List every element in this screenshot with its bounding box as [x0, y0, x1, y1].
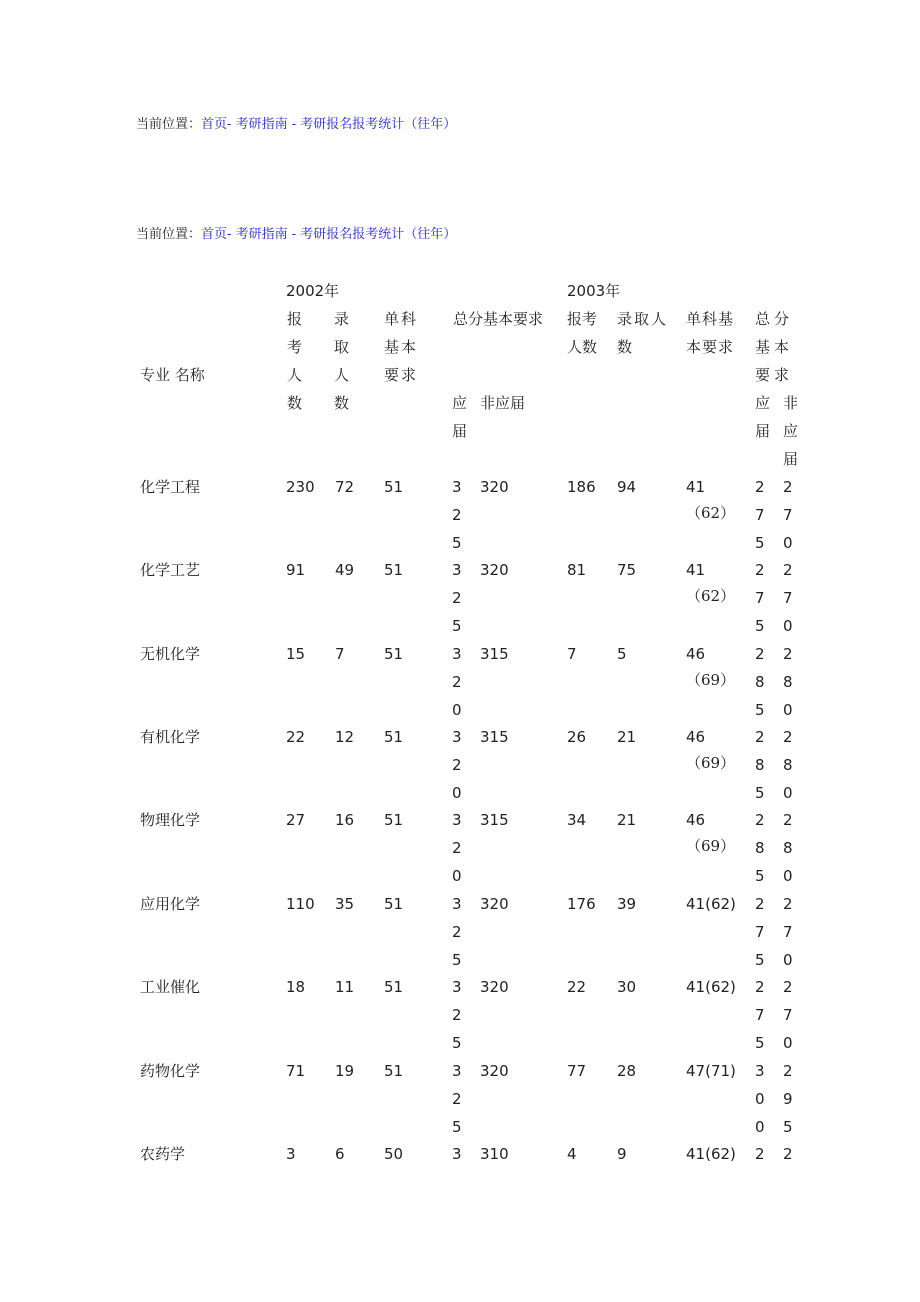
applicants-2002-cell: 71	[286, 1062, 306, 1080]
applicants-2003-cell: 34	[567, 811, 587, 829]
applicants-2003-cell: 186	[567, 478, 596, 496]
fresh-2003-cell: 275	[755, 561, 765, 635]
single-subject-2003-header: 单科基本要求	[686, 310, 735, 356]
fresh-2002-cell: 325	[452, 895, 462, 969]
applicants-2002-cell: 3	[286, 1145, 296, 1163]
single-subject-2003-cell: 41(62)	[686, 978, 736, 996]
fresh-2002-cell: 325	[452, 478, 462, 552]
non-fresh-2003-header: 非应届	[783, 394, 799, 468]
single-subject-2003-note: （69）	[686, 837, 736, 855]
applicants-2002-cell: 110	[286, 895, 315, 913]
non-fresh-2002-cell: 320	[480, 895, 509, 913]
single-subject-2002-cell: 51	[384, 1062, 404, 1080]
admitted-2003-cell: 30	[617, 978, 637, 996]
non-fresh-2003-cell: 280	[783, 645, 793, 719]
breadcrumb-current-link[interactable]: 考研报名报考统计（往年）	[300, 227, 457, 242]
breadcrumb-home-link[interactable]: 首页	[201, 117, 228, 132]
admitted-2002-cell: 6	[335, 1145, 345, 1163]
fresh-2002-cell: 320	[452, 645, 462, 719]
fresh-2003-cell: 285	[755, 811, 765, 885]
single-subject-2002-cell: 51	[384, 895, 404, 913]
admitted-2003-cell: 39	[617, 895, 637, 913]
fresh-2002-cell: 325	[452, 1062, 462, 1136]
non-fresh-2002-header: 非应届	[480, 394, 526, 412]
non-fresh-2003-cell: 2	[783, 1145, 793, 1163]
major-name-cell: 物理化学	[140, 811, 201, 829]
major-name-cell: 工业催化	[140, 978, 201, 996]
year-2002-header: 2002年	[286, 282, 340, 300]
major-name-cell: 农药学	[140, 1145, 186, 1163]
single-subject-2003-cell: 41(62)	[686, 895, 736, 913]
single-subject-2003-note: （69）	[686, 754, 736, 772]
admitted-2002-cell: 35	[335, 895, 355, 913]
admitted-2003-header: 录取人数	[617, 310, 669, 356]
fresh-2002-cell: 325	[452, 561, 462, 635]
major-name-cell: 化学工程	[140, 478, 201, 496]
single-subject-2002-cell: 51	[384, 728, 404, 746]
single-subject-2003-note: （69）	[686, 671, 736, 689]
breadcrumb-label: 当前位置：	[136, 117, 202, 132]
admitted-2003-cell: 75	[617, 561, 637, 579]
applicants-2003-cell: 4	[567, 1145, 577, 1163]
applicants-2002-header: 报考人数	[287, 310, 303, 412]
admitted-2003-cell: 21	[617, 728, 637, 746]
single-subject-2002-header: 单科基本要求	[384, 310, 419, 384]
admitted-2002-cell: 72	[335, 478, 355, 496]
applicants-2002-cell: 18	[286, 978, 306, 996]
single-subject-2002-cell: 51	[384, 478, 404, 496]
breadcrumb-home-link[interactable]: 首页	[201, 227, 228, 242]
applicants-2002-cell: 27	[286, 811, 306, 829]
major-name-cell: 无机化学	[140, 645, 201, 663]
fresh-2003-cell: 2	[755, 1145, 765, 1163]
applicants-2002-cell: 91	[286, 561, 306, 579]
applicants-2003-cell: 77	[567, 1062, 587, 1080]
admitted-2003-cell: 28	[617, 1062, 637, 1080]
admitted-2003-cell: 21	[617, 811, 637, 829]
non-fresh-2002-cell: 320	[480, 478, 509, 496]
breadcrumb	[136, 117, 456, 133]
single-subject-2003-note: （62）	[686, 587, 736, 605]
non-fresh-2002-cell: 315	[480, 811, 509, 829]
single-subject-2002-cell: 51	[384, 645, 404, 663]
applicants-2003-cell: 26	[567, 728, 587, 746]
single-subject-2003-cell: 41(62)	[686, 1145, 736, 1163]
non-fresh-2002-cell: 315	[480, 728, 509, 746]
single-subject-2002-cell: 51	[384, 561, 404, 579]
breadcrumb-label: 当前位置：	[136, 227, 202, 242]
non-fresh-2002-cell: 315	[480, 645, 509, 663]
non-fresh-2003-cell: 280	[783, 811, 793, 885]
applicants-2002-cell: 22	[286, 728, 306, 746]
single-subject-2002-cell: 51	[384, 811, 404, 829]
admitted-2003-cell: 5	[617, 645, 627, 663]
non-fresh-2003-cell: 270	[783, 561, 793, 635]
applicants-2003-header: 报考人数	[567, 310, 598, 356]
single-subject-2003-cell: 41	[686, 478, 706, 496]
admitted-2003-cell: 94	[617, 478, 637, 496]
fresh-2003-cell: 300	[755, 1062, 765, 1136]
non-fresh-2003-cell: 295	[783, 1062, 793, 1136]
single-subject-2003-cell: 46	[686, 728, 706, 746]
single-subject-2003-note: （62）	[686, 504, 736, 522]
non-fresh-2002-cell: 310	[480, 1145, 509, 1163]
applicants-2003-cell: 81	[567, 561, 587, 579]
major-name-header: 专业 名称	[140, 366, 205, 384]
applicants-2003-cell: 22	[567, 978, 587, 996]
fresh-2002-cell: 320	[452, 811, 462, 885]
admitted-2002-header: 录取人数	[334, 310, 354, 412]
non-fresh-2003-cell: 270	[783, 478, 793, 552]
major-name-cell: 化学工艺	[140, 561, 201, 579]
applicants-2003-cell: 7	[567, 645, 577, 663]
major-name-cell: 有机化学	[140, 728, 201, 746]
breadcrumb-guide-link[interactable]: 考研指南	[235, 117, 288, 132]
total-score-2003-header: 总分基本要求	[755, 310, 794, 384]
fresh-2002-cell: 3	[452, 1145, 462, 1163]
fresh-2003-cell: 275	[755, 478, 765, 552]
major-name-cell: 药物化学	[140, 1062, 201, 1080]
admitted-2002-cell: 19	[335, 1062, 355, 1080]
breadcrumb-separator: -	[287, 117, 301, 132]
fresh-2002-cell: 320	[452, 728, 462, 802]
breadcrumb-separator: -	[227, 227, 236, 242]
non-fresh-2002-cell: 320	[480, 978, 509, 996]
major-name-cell: 应用化学	[140, 895, 201, 913]
admitted-2002-cell: 49	[335, 561, 355, 579]
non-fresh-2002-cell: 320	[480, 561, 509, 579]
non-fresh-2003-cell: 270	[783, 895, 793, 969]
non-fresh-2002-cell: 320	[480, 1062, 509, 1080]
applicants-2002-cell: 230	[286, 478, 315, 496]
non-fresh-2003-cell: 280	[783, 728, 793, 802]
admitted-2002-cell: 11	[335, 978, 355, 996]
fresh-2003-cell: 275	[755, 895, 765, 969]
admitted-2002-cell: 7	[335, 645, 345, 663]
single-subject-2003-cell: 47(71)	[686, 1062, 736, 1080]
single-subject-2003-cell: 46	[686, 645, 706, 663]
admitted-2002-cell: 12	[335, 728, 355, 746]
fresh-2003-cell: 285	[755, 728, 765, 802]
single-subject-2003-cell: 41	[686, 561, 706, 579]
fresh-2002-cell: 325	[452, 978, 462, 1052]
breadcrumb-separator: -	[227, 117, 236, 132]
breadcrumb-guide-link[interactable]: 考研指南	[235, 227, 288, 242]
applicants-2003-cell: 176	[567, 895, 596, 913]
breadcrumb-separator: -	[287, 227, 301, 242]
single-subject-2003-cell: 46	[686, 811, 706, 829]
applicants-2002-cell: 15	[286, 645, 306, 663]
breadcrumb	[136, 227, 456, 243]
non-fresh-2003-cell: 270	[783, 978, 793, 1052]
fresh-2003-cell: 275	[755, 978, 765, 1052]
fresh-2003-header: 应届	[755, 394, 771, 440]
fresh-2003-cell: 285	[755, 645, 765, 719]
admitted-2002-cell: 16	[335, 811, 355, 829]
year-2003-header: 2003年	[567, 282, 621, 300]
single-subject-2002-cell: 50	[384, 1145, 404, 1163]
single-subject-2002-cell: 51	[384, 978, 404, 996]
total-score-2002-header: 总分基本要求	[453, 310, 544, 328]
breadcrumb-current-link[interactable]: 考研报名报考统计（往年）	[300, 117, 457, 132]
admitted-2003-cell: 9	[617, 1145, 627, 1163]
fresh-2002-header: 应届	[452, 394, 468, 440]
